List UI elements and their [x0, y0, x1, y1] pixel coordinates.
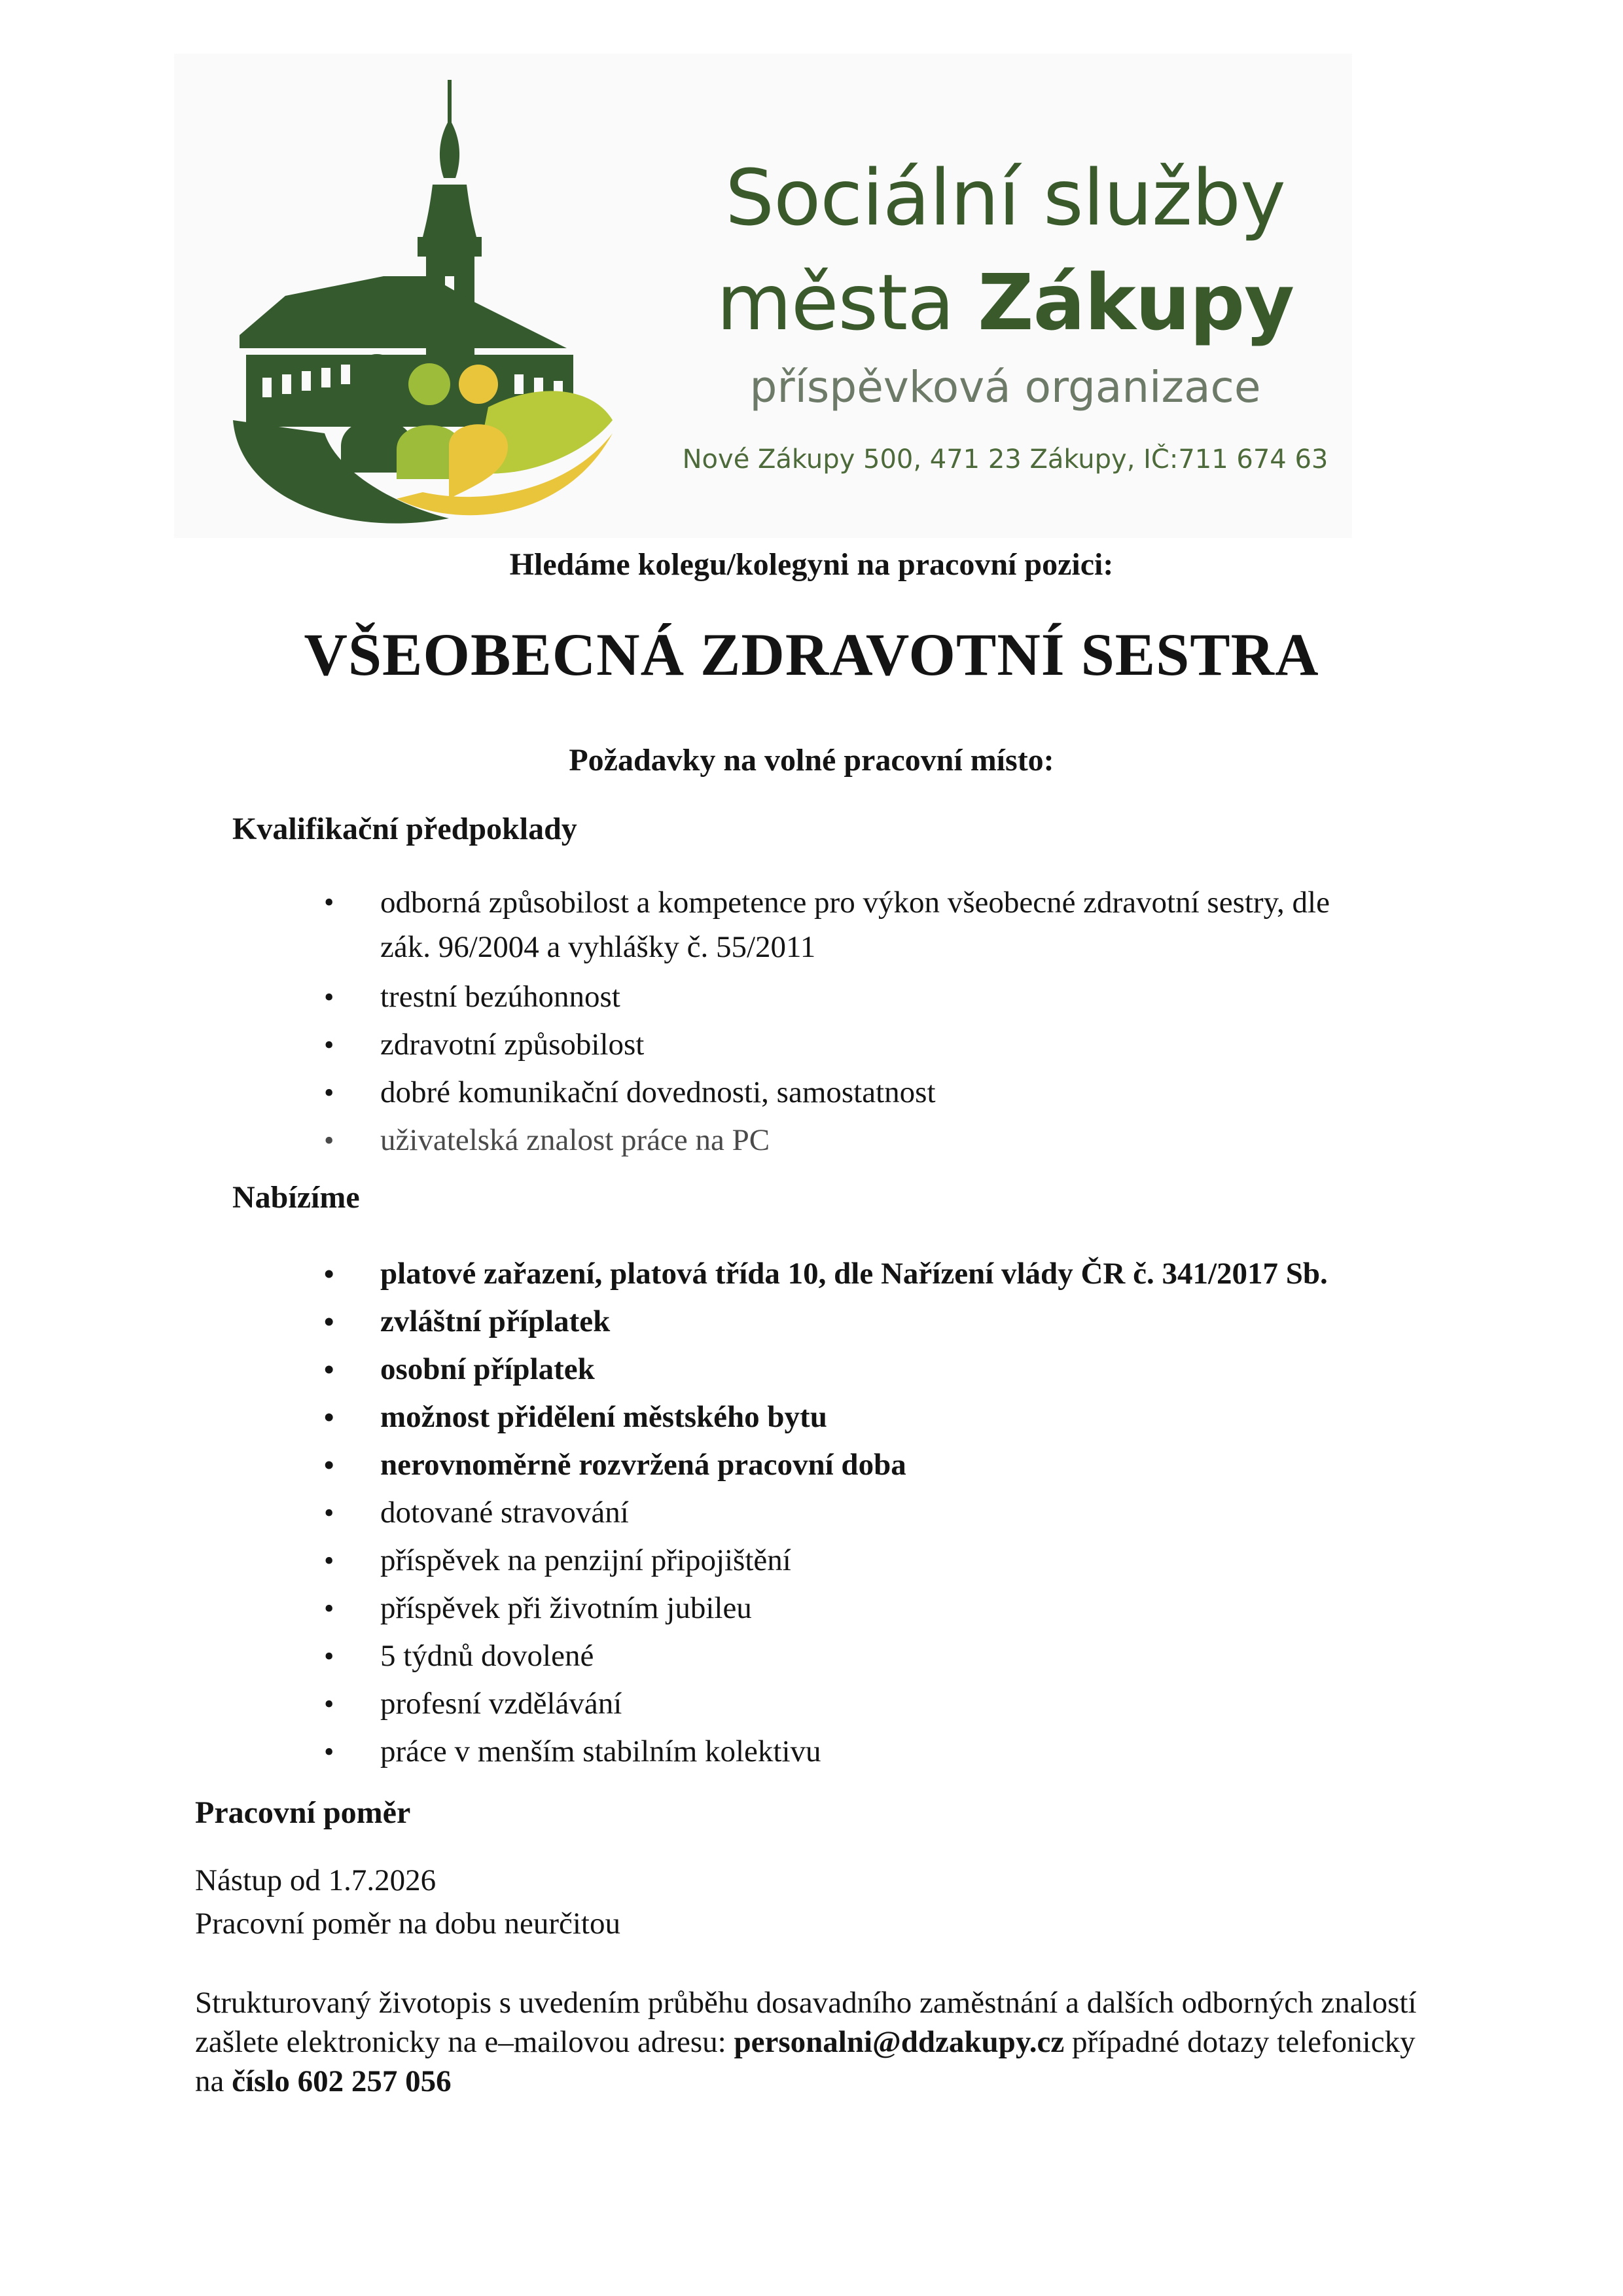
contact-text-part2: případné dotazy telefonicky na	[195, 2025, 1416, 2098]
list-item: • osobní příplatek	[324, 1346, 1502, 1393]
organization-name-line1: Sociální služby	[725, 152, 1285, 243]
organization-address: Nové Zákupy 500, 471 23 Zákupy, IČ:711 674 63	[682, 444, 1329, 475]
list-item: • příspěvek při životním jubileu	[324, 1585, 1502, 1632]
list-item: • příspěvek na penzijní připojištění	[324, 1537, 1502, 1585]
organization-name-line2	[678, 250, 1332, 355]
header-banner	[174, 54, 1352, 538]
organization-subtitle: příspěvková organizace	[749, 362, 1261, 412]
intro-line: Hledáme kolegu/kolegyni na pracovní pozici:	[509, 547, 1114, 582]
list-item: • zdravotní způsobilost	[324, 1021, 1371, 1069]
list-item: • nerovnoměrně rozvržená pracovní doba	[324, 1441, 1502, 1489]
contact-phone: číslo 602 257 056	[232, 2064, 452, 2098]
employment-duration: Pracovní poměr na dobu neurčitou	[195, 1907, 620, 1941]
offer-heading: Nabízíme	[232, 1180, 360, 1215]
list-item: • dotované stravování	[324, 1489, 1502, 1537]
offer-list	[324, 1250, 1502, 1776]
list-item: • profesní vzdělávání	[324, 1680, 1502, 1728]
requirements-heading: Požadavky na volné pracovní místo:	[569, 743, 1054, 778]
list-item: • 5 týdnů dovolené	[324, 1632, 1502, 1680]
contact-email[interactable]: personalni@ddzakupy.cz	[734, 2025, 1065, 2059]
list-item: • odborná způsobilost a kompetence pro výkon všeobecné zdravotní sestry, dle zák. 96/2004 a vyhlášky č. 55/2011	[324, 880, 1371, 969]
list-item: • dobré komunikační dovednosti, samostatnost	[324, 1069, 1371, 1117]
employment-details	[195, 1859, 1504, 1945]
list-item: • možnost přidělení městského bytu	[324, 1393, 1502, 1441]
list-item: • platové zařazení, platová třída 10, dle Nařízení vlády ČR č. 341/2017 Sb.	[324, 1250, 1502, 1298]
qualifications-heading: Kvalifikační předpoklady	[232, 812, 577, 846]
contact-paragraph	[195, 1983, 1425, 2101]
employment-start: Nástup od 1.7.2026	[195, 1863, 437, 1897]
list-item: • trestní bezúhonnost	[324, 973, 1371, 1021]
contact-text-part1: Strukturovaný životopis s uvedením průběhu dosavadního zaměstnání a dalších odborných znalostí zašlete elektronicky na e–mailovou adresu:	[195, 1986, 1417, 2059]
organization-name-town: Zákupy	[978, 257, 1294, 348]
organization-name-prefix: města	[716, 257, 954, 348]
organization-logo	[200, 80, 632, 531]
organization-name	[678, 145, 1332, 355]
list-item: • zvláštní příplatek	[324, 1298, 1502, 1346]
list-item: • uživatelská znalost práce na PC	[324, 1117, 1371, 1164]
job-title: VŠEOBECNÁ ZDRAVOTNÍ SESTRA	[304, 621, 1319, 688]
qualifications-list	[324, 880, 1371, 1164]
employment-heading: Pracovní poměr	[195, 1795, 411, 1830]
list-item: • práce v menším stabilním kolektivu	[324, 1728, 1502, 1776]
